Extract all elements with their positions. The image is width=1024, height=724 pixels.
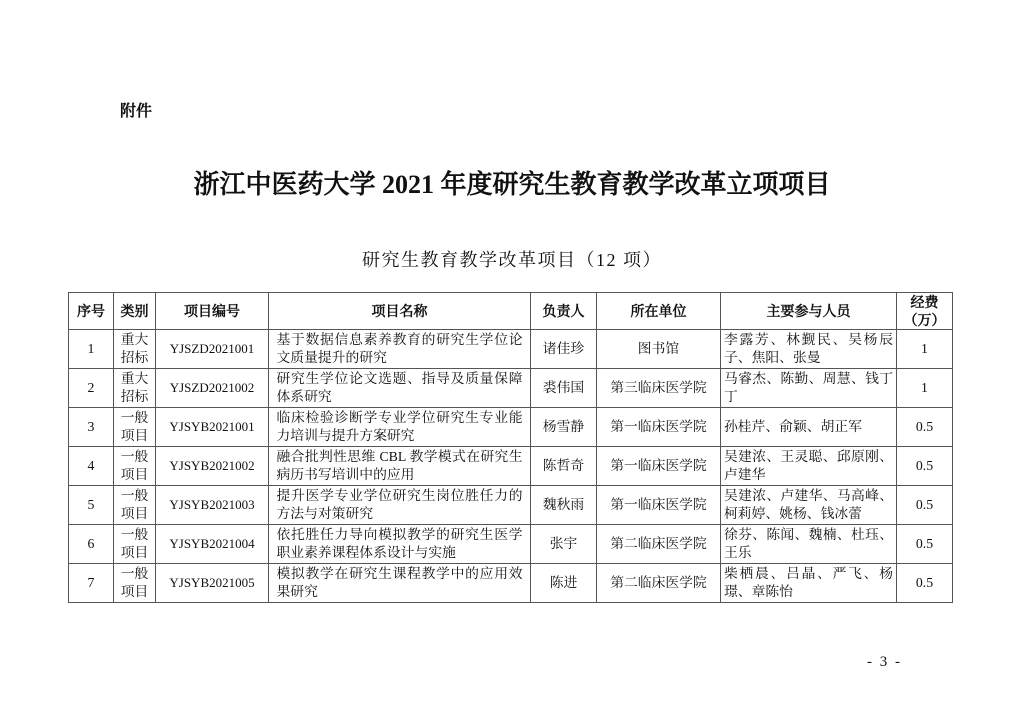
cell-unit: 第一临床医学院 — [597, 486, 721, 525]
cell-category: 重大招标 — [114, 369, 156, 408]
table-row — [69, 486, 953, 525]
table-row — [69, 525, 953, 564]
cell-leader: 魏秋雨 — [531, 486, 597, 525]
cell-code: YJSZD2021001 — [156, 330, 269, 369]
cell-no: 2 — [69, 369, 114, 408]
cell-funding: 1 — [897, 330, 953, 369]
cell-leader: 诸佳珍 — [531, 330, 597, 369]
cell-leader: 张宇 — [531, 525, 597, 564]
cell-name: 基于数据信息素养教育的研究生学位论文质量提升的研究 — [269, 330, 531, 369]
header-funding: 经费（万） — [897, 293, 953, 330]
header-category: 类别 — [114, 293, 156, 330]
cell-no: 5 — [69, 486, 114, 525]
cell-no: 1 — [69, 330, 114, 369]
header-members: 主要参与人员 — [721, 293, 897, 330]
cell-funding: 0.5 — [897, 525, 953, 564]
attachment-label: 附件 — [120, 103, 153, 120]
cell-leader: 陈哲奇 — [531, 447, 597, 486]
table-row — [69, 408, 953, 447]
cell-category: 一般项目 — [114, 525, 156, 564]
table-row — [69, 564, 953, 603]
cell-no: 4 — [69, 447, 114, 486]
cell-members: 马睿杰、陈勤、周慧、钱丁丁 — [721, 369, 897, 408]
cell-leader: 杨雪静 — [531, 408, 597, 447]
cell-unit: 图书馆 — [597, 330, 721, 369]
table-row — [69, 369, 953, 408]
cell-funding: 0.5 — [897, 408, 953, 447]
header-name: 项目名称 — [269, 293, 531, 330]
cell-members: 吴建浓、卢建华、马高峰、柯莉婷、姚杨、钱冰蕾 — [721, 486, 897, 525]
cell-unit: 第二临床医学院 — [597, 525, 721, 564]
projects-table — [68, 292, 953, 603]
cell-code: YJSYB2021005 — [156, 564, 269, 603]
cell-no: 7 — [69, 564, 114, 603]
cell-funding: 1 — [897, 369, 953, 408]
cell-name: 研究生学位论文选题、指导及质量保障体系研究 — [269, 369, 531, 408]
cell-code: YJSYB2021003 — [156, 486, 269, 525]
table-row — [69, 447, 953, 486]
cell-name: 依托胜任力导向模拟教学的研究生医学职业素养课程体系设计与实施 — [269, 525, 531, 564]
cell-category: 一般项目 — [114, 447, 156, 486]
cell-no: 6 — [69, 525, 114, 564]
cell-category: 一般项目 — [114, 486, 156, 525]
cell-leader: 陈进 — [531, 564, 597, 603]
cell-name: 融合批判性思维 CBL 教学模式在研究生病历书写培训中的应用 — [269, 447, 531, 486]
header-code: 项目编号 — [156, 293, 269, 330]
document-title: 浙江中医药大学 2021 年度研究生教育教学改革立项项目 — [193, 170, 831, 199]
table-row — [69, 330, 953, 369]
cell-members: 徐芬、陈闻、魏楠、杜珏、王乐 — [721, 525, 897, 564]
cell-category: 重大招标 — [114, 330, 156, 369]
table-subtitle: 研究生教育教学改革项目（12 项） — [362, 250, 662, 270]
cell-funding: 0.5 — [897, 564, 953, 603]
cell-category: 一般项目 — [114, 408, 156, 447]
table-header-row — [69, 293, 953, 330]
cell-code: YJSYB2021002 — [156, 447, 269, 486]
cell-code: YJSYB2021004 — [156, 525, 269, 564]
cell-name: 模拟教学在研究生课程教学中的应用效果研究 — [269, 564, 531, 603]
cell-code: YJSZD2021002 — [156, 369, 269, 408]
cell-leader: 裘伟国 — [531, 369, 597, 408]
header-leader: 负责人 — [531, 293, 597, 330]
cell-no: 3 — [69, 408, 114, 447]
cell-code: YJSYB2021001 — [156, 408, 269, 447]
cell-funding: 0.5 — [897, 486, 953, 525]
cell-unit: 第一临床医学院 — [597, 408, 721, 447]
cell-unit: 第二临床医学院 — [597, 564, 721, 603]
cell-category: 一般项目 — [114, 564, 156, 603]
header-unit: 所在单位 — [597, 293, 721, 330]
cell-unit: 第三临床医学院 — [597, 369, 721, 408]
cell-members: 李露芳、林觐民、吴杨辰子、焦阳、张曼 — [721, 330, 897, 369]
cell-members: 孙桂芹、俞颖、胡正军 — [721, 408, 897, 447]
cell-unit: 第一临床医学院 — [597, 447, 721, 486]
page-number: - 3 - — [867, 654, 902, 670]
cell-name: 临床检验诊断学专业学位研究生专业能力培训与提升方案研究 — [269, 408, 531, 447]
cell-funding: 0.5 — [897, 447, 953, 486]
cell-name: 提升医学专业学位研究生岗位胜任力的方法与对策研究 — [269, 486, 531, 525]
cell-members: 吴建浓、王灵聪、邱原刚、卢建华 — [721, 447, 897, 486]
header-no: 序号 — [69, 293, 114, 330]
cell-members: 柴栖晨、吕晶、严飞、杨璟、章陈怡 — [721, 564, 897, 603]
